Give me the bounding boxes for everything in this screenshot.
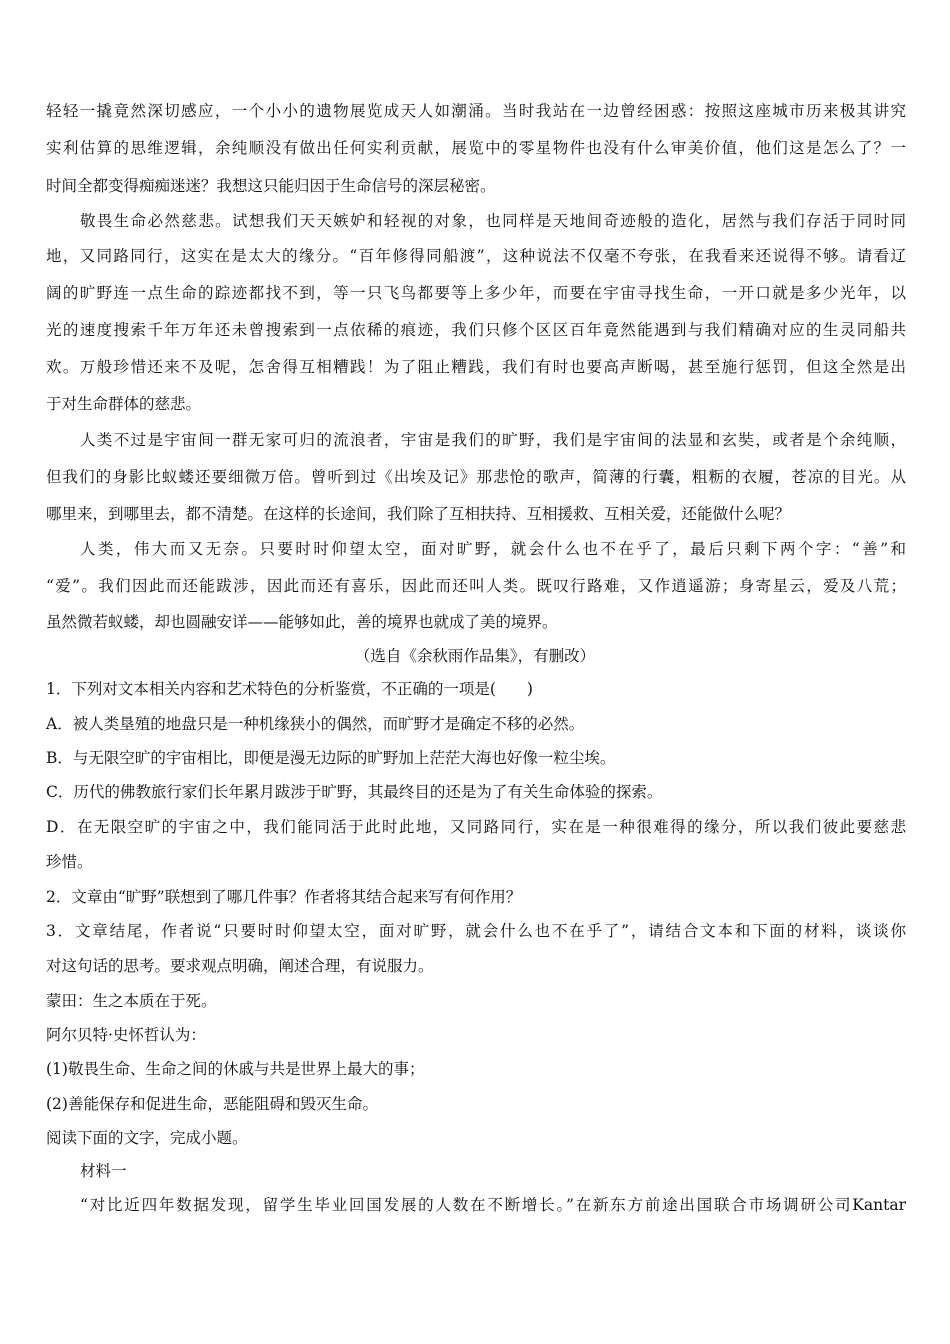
material-line: “对比近四年数据发现，留学生毕业回国发展的人数在不断增长。”在新东方前途出国联合市场调研公司Kantar (80, 1196, 906, 1214)
section-instruction: 阅读下面的文字，完成小题。 (46, 1129, 248, 1147)
question-1-option-c: C．历代的佛教旅行家们长年累月跋涉于旷野，其最终目的还是为了有关生命体验的探索。 (46, 783, 663, 801)
material-quote: 蒙田：生之本质在于死。 (46, 992, 217, 1010)
passage-line: 人类，伟大而又无奈。只要时时仰望太空，面对旷野，就会什么也不在乎了，最后只剩下两个字：“善”和 (80, 540, 906, 558)
passage-line: 地，又同路同行，这实在是太大的缘分。“百年修得同船渡”，这种说法不仅毫不夸张，在我看来还说得不够。请看辽 (46, 247, 906, 265)
material-quote: 阿尔贝特·史怀哲认为： (46, 1026, 206, 1044)
passage-line: 轻轻一撬竟然深切感应，一个小小的遗物展览成天人如潮涌。当时我站在一边曾经困惑：按照这座城市历来极其讲究 (46, 102, 906, 120)
material-title: 材料一 (80, 1162, 127, 1180)
material-quote: (1)敬畏生命、生命之间的休戚与共是世界上最大的事； (46, 1060, 425, 1078)
passage-line: 但我们的身影比蚁蝼还要细微万倍。曾听到过《出埃及记》那悲怆的歌声，简薄的行囊，粗粝的衣履，苍凉的目光。从 (46, 468, 906, 486)
passage-line: 人类不过是宇宙间一群无家可归的流浪者，宇宙是我们的旷野，我们是宇宙间的法显和玄奘，或者是个余纯顺， (80, 431, 906, 449)
question-2: 2．文章由“旷野”联想到了哪几件事？作者将其结合起来写有何作用？ (46, 888, 522, 906)
passage-line: 光的速度搜索千年万年还未曾搜索到一点依稀的痕迹，我们只修个区区百年竟然能遇到与我们精确对应的生灵同船共 (46, 321, 906, 339)
question-1-stem: 1．下列对文本相关内容和艺术特色的分析鉴赏，不正确的一项是( ) (46, 680, 533, 698)
passage-line: 阔的旷野连一点生命的踪迹都找不到，等一只飞鸟都要等上多少年，而要在宇宙寻找生命，一开口就是多少光年，以 (46, 284, 906, 302)
passage-line: 时间全都变得痴痴迷迷？我想这只能归因于生命信号的深层秘密。 (46, 177, 496, 195)
question-1-option-d-cont: 珍惜。 (46, 853, 93, 871)
question-1-option-d: D．在无限空旷的宇宙之中，我们能同活于此时此地，又同路同行，实在是一种很难得的缘分，所以我们彼此要慈悲 (46, 818, 906, 836)
passage-line: “爱”。我们因此而还能跋涉，因此而还有喜乐，因此而还叫人类。既叹行路难，又作逍遥游；身寄星云，爱及八荒； (46, 577, 906, 595)
material-quote: (2)善能保存和促进生命，恶能阻碍和毁灭生命。 (46, 1095, 378, 1113)
question-1-option-b: B．与无限空旷的宇宙相比，即便是漫无边际的旷野加上茫茫大海也好像一粒尘埃。 (46, 749, 616, 767)
passage-line: 实利估算的思维逻辑，余纯顺没有做出任何实利贡献，展览中的零星物件也没有什么审美价值，他们这是怎么了？一 (46, 139, 906, 157)
question-3-cont: 对这句话的思考。要求观点明确，阐述合理，有说服力。 (46, 957, 434, 975)
source-attribution: （选自《余秋雨作品集》，有删改） (354, 647, 596, 665)
passage-line: 敬畏生命必然慈悲。试想我们天天嫉妒和轻视的对象，也同样是天地间奇迹般的造化，居然与我们存活于同时同 (80, 212, 906, 230)
passage-line: 虽然微若蚁蝼，却也圆融安详——能够如此，善的境界也就成了美的境界。 (46, 613, 558, 631)
passage-line: 哪里来，到哪里去，都不清楚。在这样的长途间，我们除了互相扶持、互相援救、互相关爱，还能做什么呢？ (46, 505, 791, 523)
passage-line: 于对生命群体的慈悲。 (46, 395, 202, 413)
question-3: 3．文章结尾，作者说“只要时时仰望太空，面对旷野，就会什么也不在乎了”，请结合文本和下面的材料，谈谈你 (46, 922, 906, 940)
question-1-option-a: A．被人类垦殖的地盘只是一种机缘狭小的偶然，而旷野才是确定不移的必然。 (46, 715, 585, 733)
passage-line: 欢。万般珍惜还来不及呢，怎舍得互相糟践！为了阻止糟践，我们有时也要高声断喝，甚至施行惩罚，但这全然是出 (46, 358, 906, 376)
